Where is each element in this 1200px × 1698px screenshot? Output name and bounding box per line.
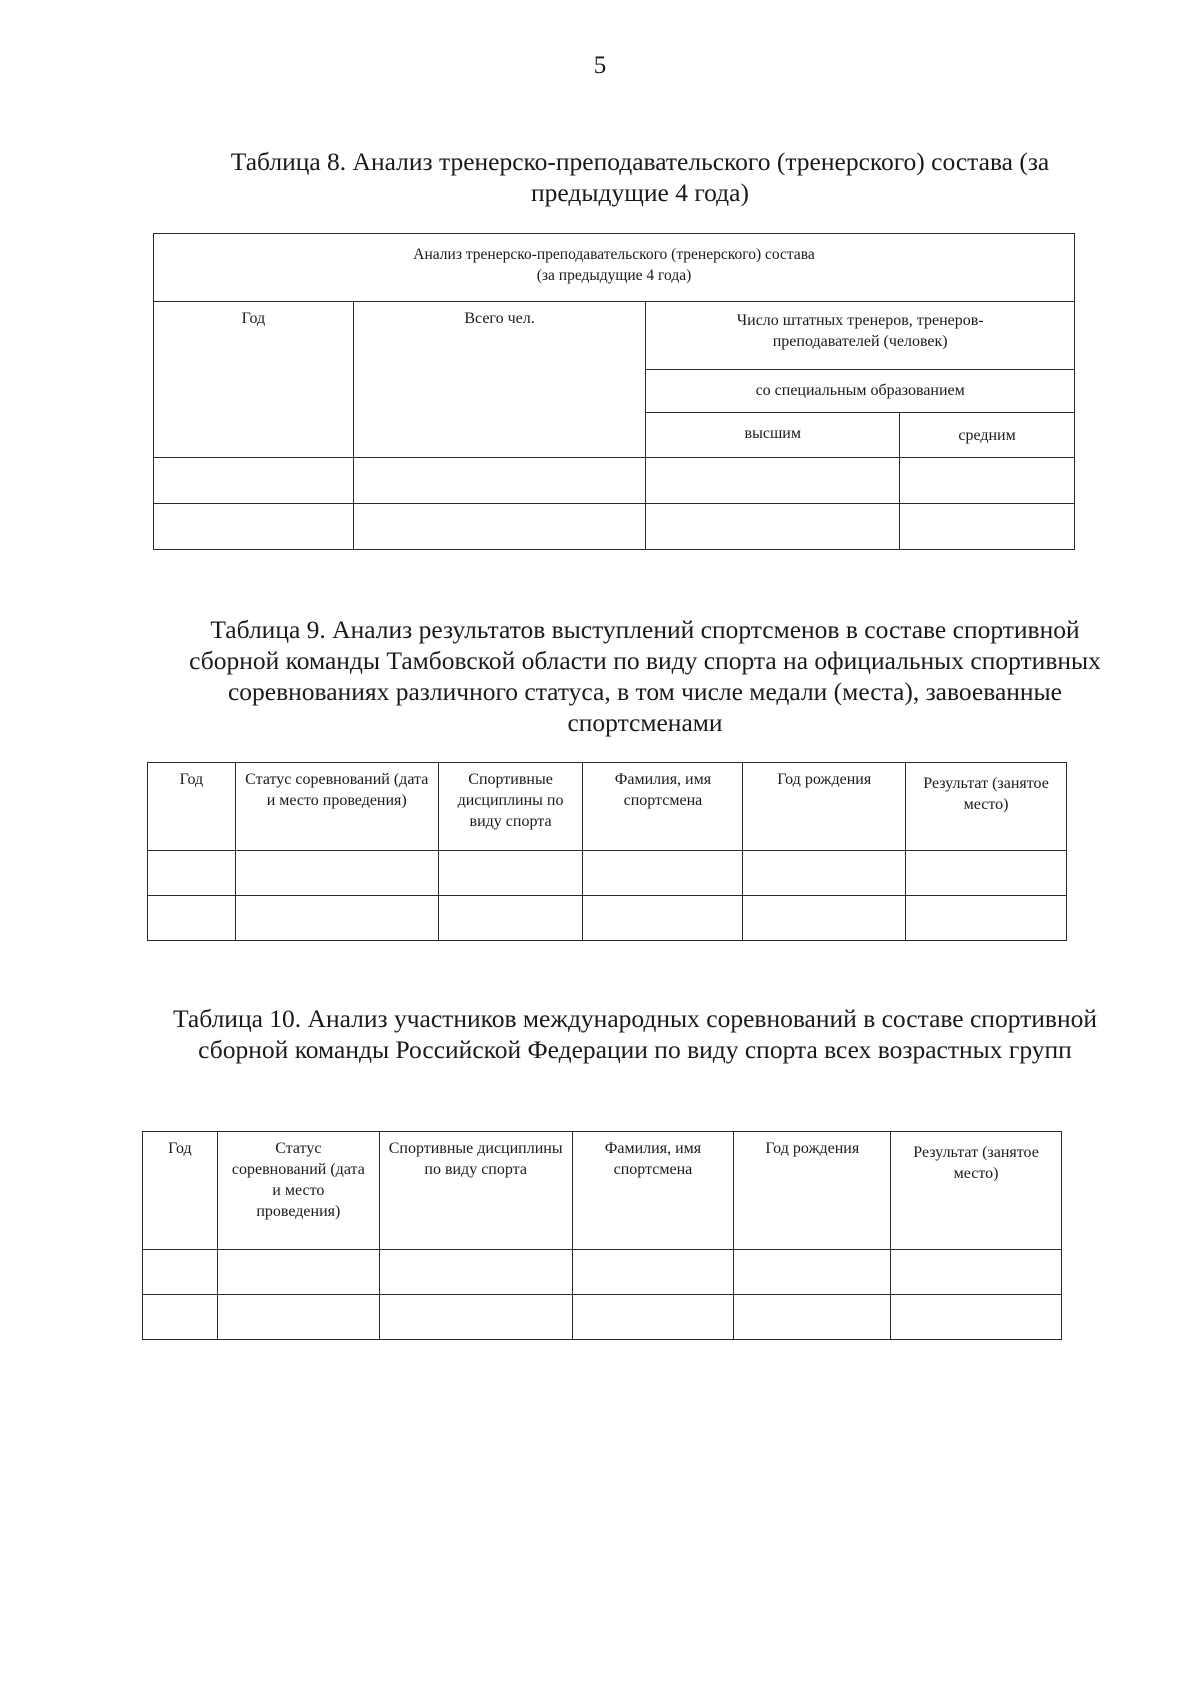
table8-caption: Таблица 8. Анализ тренерско-преподавательского (тренерского) состава (за предыдущие 4 года) xyxy=(230,147,1050,207)
table8-title-cell xyxy=(154,234,1075,302)
table-cell xyxy=(217,1295,379,1340)
table9-caption: Таблица 9. Анализ результатов выступлений спортсменов в составе спортивной сборной команды Тамбовской области по виду спорта на официальных спортивных соревнованиях различного статуса, в том числе медали (места), завоеванные спортсменами xyxy=(189,615,1101,737)
table-cell xyxy=(891,1250,1062,1295)
table9-col-status: Статус соревнований (дата и место проведения) xyxy=(235,763,438,851)
table10 xyxy=(142,1131,1062,1340)
table-row xyxy=(154,504,1075,550)
table-cell xyxy=(906,851,1067,896)
table10-col-status: Статус соревнований (дата и место проведения) xyxy=(217,1132,379,1250)
table10-caption: Таблица 10. Анализ участников международных соревнований в составе спортивной сборной команды Российской Федерации по виду спорта всех возрастных групп xyxy=(172,1004,1097,1064)
table-cell xyxy=(891,1295,1062,1340)
table8 xyxy=(153,233,1075,550)
table-cell xyxy=(217,1250,379,1295)
table-cell xyxy=(734,1295,891,1340)
table-cell xyxy=(906,896,1067,941)
table9-col-disciplines: Спортивные дисциплины по виду спорта xyxy=(438,763,583,851)
table9-col-year: Год xyxy=(148,763,236,851)
table-cell xyxy=(353,504,646,550)
table10-col-disciplines: Спортивные дисциплины по виду спорта xyxy=(379,1132,572,1250)
table-cell xyxy=(235,851,438,896)
table-cell xyxy=(154,504,354,550)
table-row xyxy=(148,896,1067,941)
table-cell xyxy=(143,1250,218,1295)
table-cell xyxy=(379,1250,572,1295)
table-cell xyxy=(900,504,1075,550)
table-cell xyxy=(235,896,438,941)
table8-title-line1: Анализ тренерско-преподавательского (тренерского) состава xyxy=(413,246,815,263)
table10-col-name: Фамилия, имя спортсмена xyxy=(572,1132,734,1250)
table8-col-staff: Число штатных тренеров, тренеров-преподавателей (человек) xyxy=(646,302,1075,370)
table-cell xyxy=(353,458,646,504)
table-cell xyxy=(438,896,583,941)
table-cell xyxy=(734,1250,891,1295)
table-row xyxy=(143,1250,1062,1295)
table-cell xyxy=(900,458,1075,504)
table-cell xyxy=(438,851,583,896)
table9-col-result: Результат (занятое место) xyxy=(906,763,1067,851)
table10-col-year: Год xyxy=(143,1132,218,1250)
table-cell xyxy=(572,1295,734,1340)
table-cell xyxy=(148,851,236,896)
table8-col-year: Год xyxy=(154,302,354,458)
table-cell xyxy=(646,504,900,550)
table-cell xyxy=(743,896,906,941)
table-cell xyxy=(646,458,900,504)
table-cell xyxy=(572,1250,734,1295)
table8-title-line2: (за предыдущие 4 года) xyxy=(536,267,692,284)
table-cell xyxy=(379,1295,572,1340)
page-number: 5 xyxy=(593,52,607,79)
table-row xyxy=(143,1295,1062,1340)
table-cell xyxy=(583,851,743,896)
table8-col-special-education: со специальным образованием xyxy=(646,370,1075,413)
table9 xyxy=(147,762,1067,941)
table-cell xyxy=(154,458,354,504)
table8-col-total: Всего чел. xyxy=(353,302,646,458)
table-row xyxy=(148,851,1067,896)
table8-col-secondary: средним xyxy=(900,413,1075,458)
table-row xyxy=(154,458,1075,504)
table-cell xyxy=(148,896,236,941)
table9-col-birth-year: Год рождения xyxy=(743,763,906,851)
table10-col-birth-year: Год рождения xyxy=(734,1132,891,1250)
table8-col-higher: высшим xyxy=(646,413,900,458)
table-cell xyxy=(143,1295,218,1340)
table-cell xyxy=(743,851,906,896)
table-cell xyxy=(583,896,743,941)
table10-col-result: Результат (занятое место) xyxy=(891,1132,1062,1250)
table9-col-name: Фамилия, имя спортсмена xyxy=(583,763,743,851)
